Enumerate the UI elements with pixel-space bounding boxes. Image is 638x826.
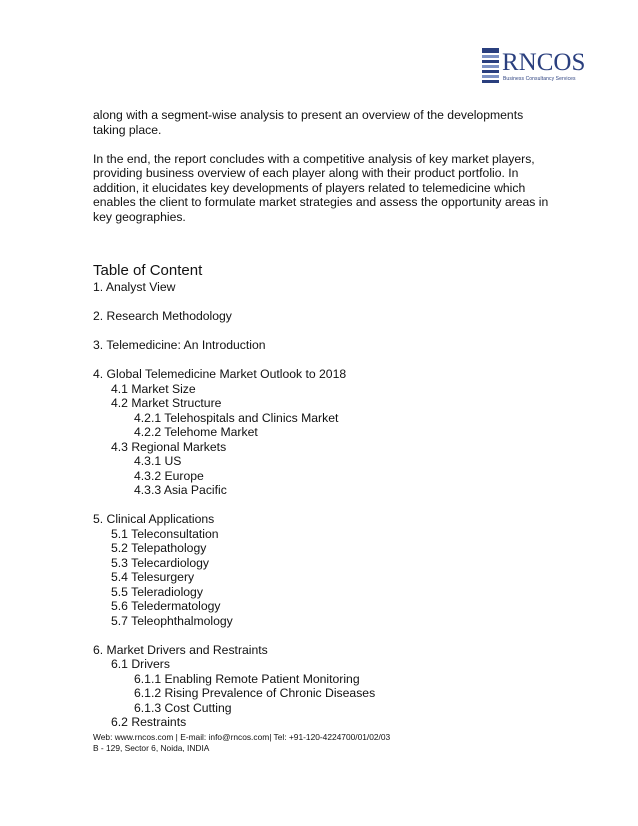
toc-subitem: 6.2 Restraints (111, 715, 187, 729)
toc-item: 6. Market Drivers and Restraints (93, 642, 268, 657)
toc-gap (93, 353, 553, 368)
toc-item: 4. Global Telemedicine Market Outlook to 2018 (93, 367, 347, 381)
toc-subitem: 4.1 Market Size (111, 381, 196, 396)
toc-subsubitem: 4.3.3 Asia Pacific (134, 483, 227, 497)
toc-subitem: 5.5 Teleradiology (111, 584, 203, 599)
toc-subsubitem: 4.2.2 Telehome Market (134, 425, 258, 439)
toc-subitem: 5.7 Teleophthalmology (111, 613, 233, 628)
toc-subsubitem: 6.1.1 Enabling Remote Patient Monitoring (134, 671, 360, 686)
toc-title: Table of Content (93, 262, 203, 279)
footer-contact: Web: www.rncos.com | E-mail: info@rncos.com| Tel: +91-120-4224700/01/02/03 (93, 732, 391, 742)
page-footer (93, 732, 390, 754)
logo-mark-icon (478, 48, 504, 86)
paragraph-gap (93, 137, 555, 152)
toc-subsubitem: 6.1.2 Rising Prevalence of Chronic Diseases (134, 686, 376, 700)
body-text (93, 108, 555, 224)
logo-tagline: Business Consultancy Services (503, 76, 576, 82)
toc-subsubitem: 6.1.3 Cost Cutting (134, 700, 232, 715)
company-logo (478, 48, 586, 90)
toc-subitem: 4.3 Regional Markets (111, 439, 227, 454)
table-of-contents (93, 280, 553, 730)
toc-subitem: 5.2 Telepathology (111, 541, 207, 555)
toc-item: 2. Research Methodology (93, 309, 232, 323)
toc-item: 5. Clinical Applications (93, 512, 215, 526)
toc-subsubitem: 4.3.2 Europe (134, 468, 204, 483)
toc-item: 3. Telemedicine: An Introduction (93, 338, 266, 352)
toc-gap (93, 295, 553, 310)
toc-subsubitem: 4.2.1 Telehospitals and Clinics Market (134, 410, 339, 425)
toc-subitem: 5.4 Telesurgery (111, 570, 195, 584)
toc-subitem: 5.1 Teleconsultation (111, 526, 219, 541)
logo-wordmark: RNCOS (502, 49, 586, 76)
toc-gap (93, 324, 553, 339)
toc-subsubitem: 4.3.1 US (134, 454, 182, 468)
toc-subitem: 6.1 Drivers (111, 657, 170, 671)
toc-gap (93, 628, 553, 643)
footer-address: B - 129, Sector 6, Noida, INDIA (93, 743, 210, 753)
toc-item: 1. Analyst View (93, 280, 176, 294)
toc-gap (93, 498, 553, 513)
toc-subitem: 5.3 Telecardiology (111, 555, 210, 570)
paragraph-intro: along with a segment-wise analysis to present an overview of the developments taking place. (93, 108, 524, 137)
paragraph-conclusion: In the end, the report concludes with a competitive analysis of key market players, providing business overview of each player along with their product portfolio. In addition, it elucidates key developments of players related to telemedicine which enables the client to formulate market strategies and assess the opportunity areas in key geographies. (93, 151, 549, 224)
toc-subitem: 5.6 Teledermatology (111, 599, 221, 613)
toc-subitem: 4.2 Market Structure (111, 396, 222, 410)
